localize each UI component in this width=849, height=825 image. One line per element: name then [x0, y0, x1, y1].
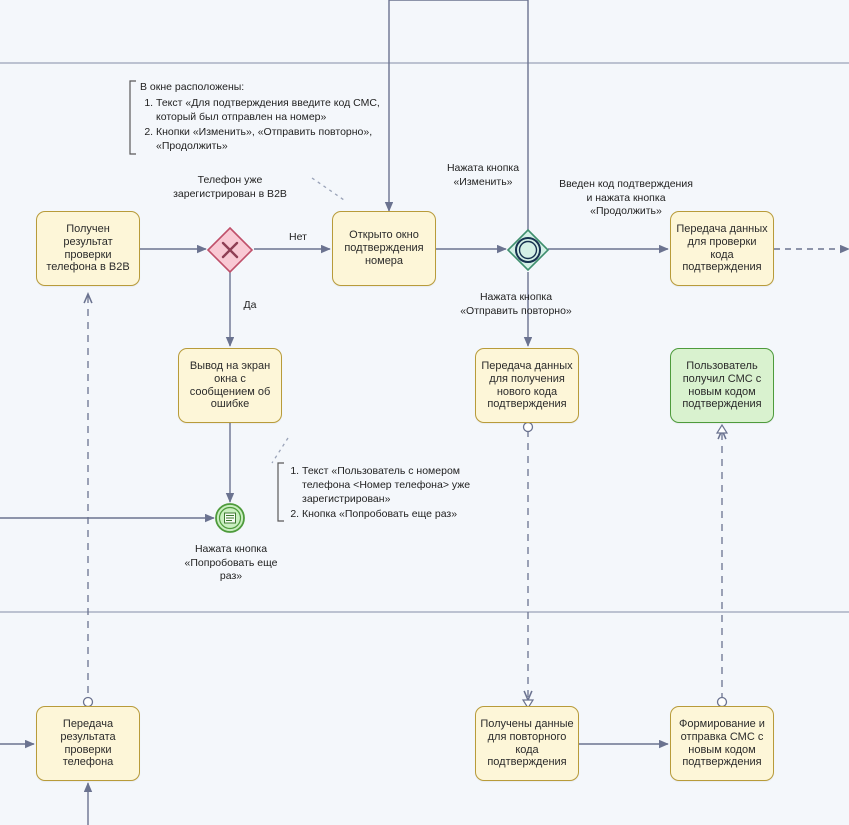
edge-label-resend-button-pressed: Нажата кнопка «Отправить повторно» [460, 291, 572, 317]
note-intro: В окне расположены: [140, 81, 245, 93]
task-label: Получен результат проверки телефона в B2B [46, 222, 130, 274]
task-show-error-window[interactable] [178, 348, 282, 423]
note-item: 2. Кнопки «Изменить», «Отправить повторно», «Продолжить» [156, 125, 390, 153]
task-label: Вывод на экран окна с сообщением об ошибке [189, 359, 271, 411]
edge-label-change-button-pressed: Нажата кнопка «Изменить» [446, 162, 520, 188]
note-item: 1. Текст «Для подтверждения введите код СМС, который был отправлен на номер» [156, 96, 390, 124]
edge-label-no: Нет [289, 231, 307, 243]
task-received-repeat-code-data[interactable] [475, 706, 579, 781]
note-confirmation-window-contents [140, 80, 390, 153]
note-item: 1. Текст «Пользователь с номером телефона <Номер телефона> уже зарегистрирован» [302, 464, 492, 507]
note-error-window-contents [286, 462, 492, 521]
edge-label-yes: Да [243, 299, 257, 311]
task-confirmation-window-opened[interactable] [332, 211, 436, 286]
task-generate-and-send-sms[interactable] [670, 706, 774, 781]
gateway-label-phone-registered: Телефон уже зарегистрирован в B2B [173, 174, 287, 200]
task-label: Открыто окно подтверждения номера [344, 229, 424, 267]
edge-label-code-entered-continue: Введен код подтверждения и нажата кнопка «Продолжить» [559, 178, 693, 218]
task-user-received-sms[interactable] [670, 348, 774, 423]
event-label-try-again: Нажата кнопка «Попробовать еще раз» [184, 543, 278, 583]
task-send-phone-check-result[interactable] [36, 706, 140, 781]
task-label: Формирование и отправка СМС с новым кодом подтверждения [679, 717, 765, 769]
task-send-code-verification-data[interactable] [670, 211, 774, 286]
task-label: Получены данные для повторного кода подтверждения [480, 717, 574, 769]
note-item: 2. Кнопка «Попробовать еще раз» [302, 507, 492, 521]
task-label: Пользователь получил СМС с новым кодом подтверждения [682, 359, 762, 411]
task-label: Передача данных для получения нового кода подтверждения [481, 359, 573, 411]
task-phone-check-result-received[interactable] [36, 211, 140, 286]
task-send-new-code-request[interactable] [475, 348, 579, 423]
task-label: Передача результата проверки телефона [60, 717, 116, 769]
task-label: Передача данных для проверки кода подтверждения [676, 222, 768, 274]
